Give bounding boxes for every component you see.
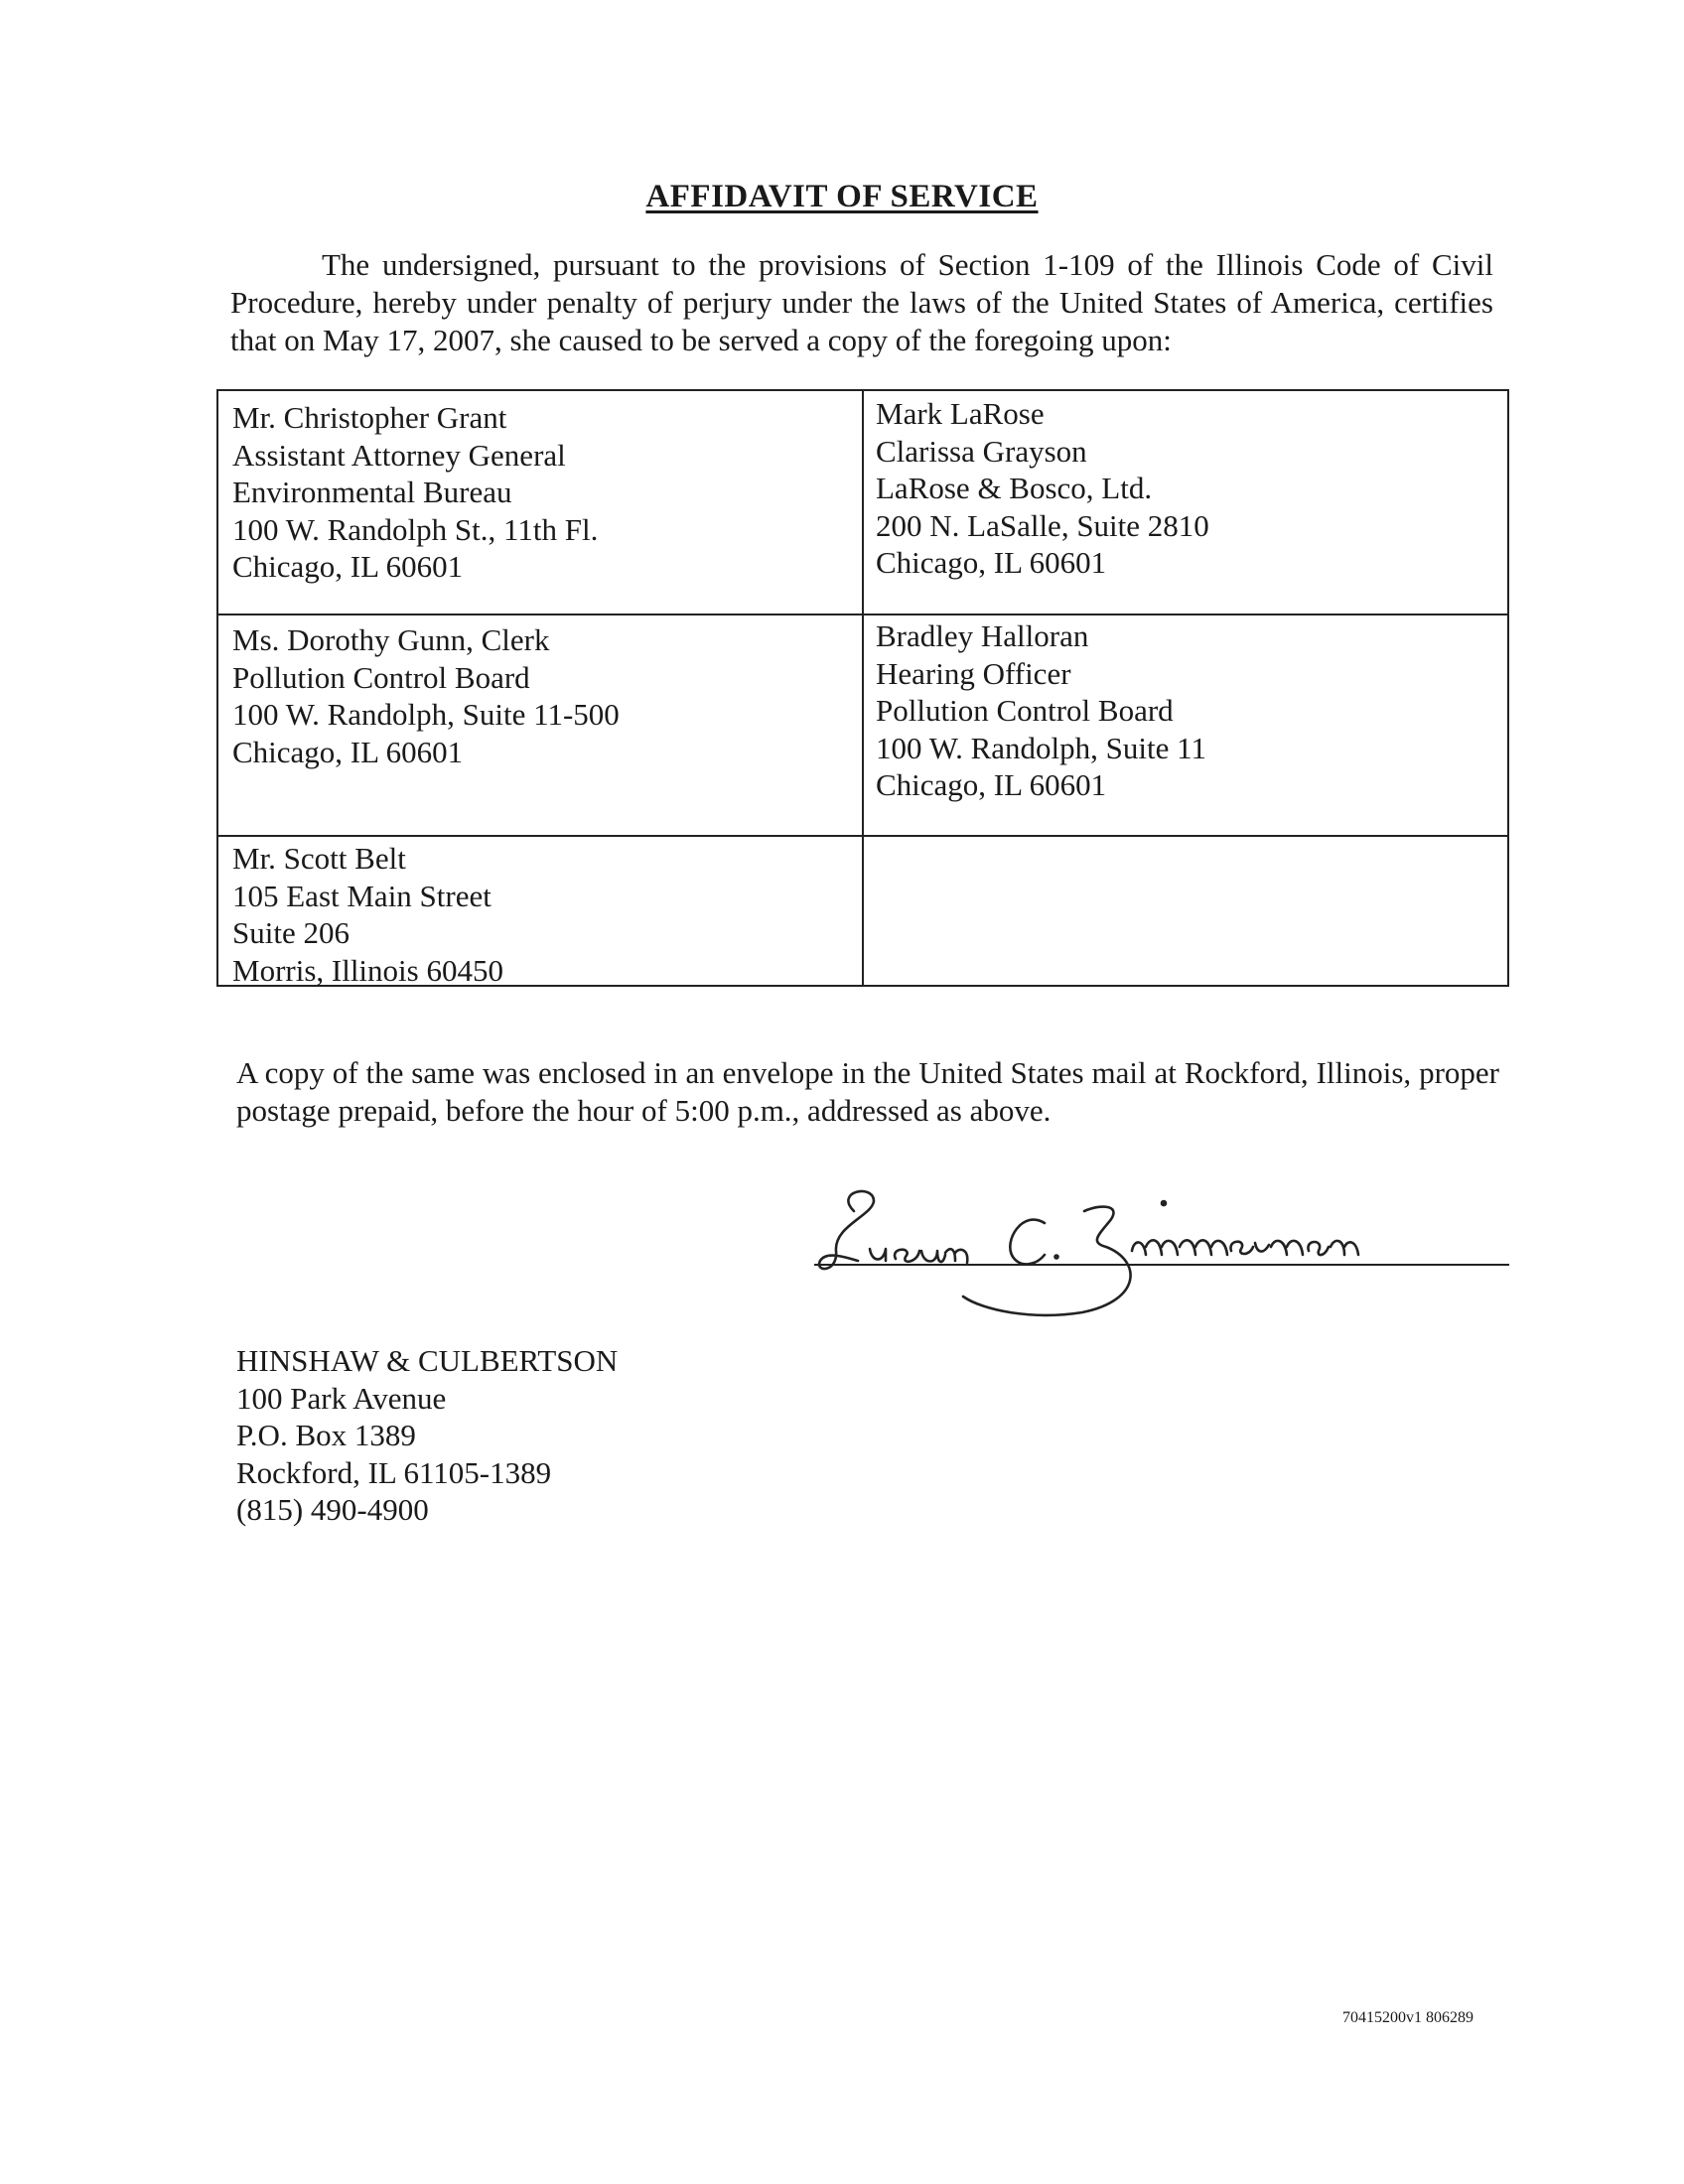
recipient-gunn	[232, 621, 620, 770]
address-line: 100 W. Randolph, Suite 11-500	[232, 697, 620, 732]
address-line: Environmental Bureau	[232, 475, 512, 509]
address-line: Suite 206	[232, 915, 350, 950]
firm-city: Rockford, IL 61105-1389	[236, 1454, 552, 1490]
table-divider-row2	[218, 835, 1507, 837]
signature	[814, 1181, 1509, 1330]
address-line: Mr. Scott Belt	[232, 841, 406, 876]
address-line: Pollution Control Board	[232, 659, 530, 695]
address-line: Pollution Control Board	[876, 693, 1174, 728]
address-line: Chicago, IL 60601	[232, 734, 464, 769]
address-line: Chicago, IL 60601	[876, 767, 1107, 802]
table-divider-row1	[218, 614, 1507, 615]
address-line: Bradley Halloran	[876, 618, 1089, 653]
address-line: Mr. Christopher Grant	[232, 400, 507, 435]
service-list-table	[216, 389, 1509, 987]
firm-name: HINSHAW & CULBERTSON	[236, 1343, 619, 1378]
document-title: AFFIDAVIT OF SERVICE	[645, 179, 1039, 214]
address-line: Mark LaRose	[876, 396, 1045, 431]
recipient-halloran	[876, 617, 1206, 804]
intro-paragraph: The undersigned, pursuant to the provisions of Section 1-109 of the Illinois Code of Civil Procedure, hereby under penalty of perjury under the laws of the United States of America, certifies that on May 17, 2007, she caused to be served a copy of the foregoing upon:	[230, 247, 1493, 357]
address-line: 105 East Main Street	[232, 878, 491, 913]
document-number: 70415200v1 806289	[1342, 2009, 1474, 2026]
firm-street: 100 Park Avenue	[236, 1380, 447, 1416]
address-line: Chicago, IL 60601	[232, 549, 464, 584]
firm-address-block	[236, 1342, 618, 1529]
address-line: 100 W. Randolph St., 11th Fl.	[232, 511, 599, 547]
table-divider-vertical	[862, 391, 864, 985]
mailing-statement: A copy of the same was enclosed in an envelope in the United States mail at Rockford, Illinois, proper postage prepaid, before the hour of 5:00 p.m., addressed as above.	[236, 1055, 1499, 1128]
address-line: Ms. Dorothy Gunn, Clerk	[232, 622, 550, 657]
address-line: Chicago, IL 60601	[876, 545, 1107, 580]
recipient-belt	[232, 840, 503, 989]
address-line: 100 W. Randolph, Suite 11	[876, 730, 1206, 765]
address-line: 200 N. LaSalle, Suite 2810	[876, 507, 1209, 543]
address-line: LaRose & Bosco, Ltd.	[876, 471, 1153, 505]
firm-po-box: P.O. Box 1389	[236, 1418, 416, 1452]
address-line: Clarissa Grayson	[876, 433, 1087, 469]
address-line: Assistant Attorney General	[232, 437, 566, 473]
address-line: Morris, Illinois 60450	[232, 952, 503, 988]
recipient-grant	[232, 399, 598, 586]
firm-phone: (815) 490-4900	[236, 1492, 429, 1527]
address-line: Hearing Officer	[876, 655, 1071, 691]
recipient-larose	[876, 395, 1209, 582]
